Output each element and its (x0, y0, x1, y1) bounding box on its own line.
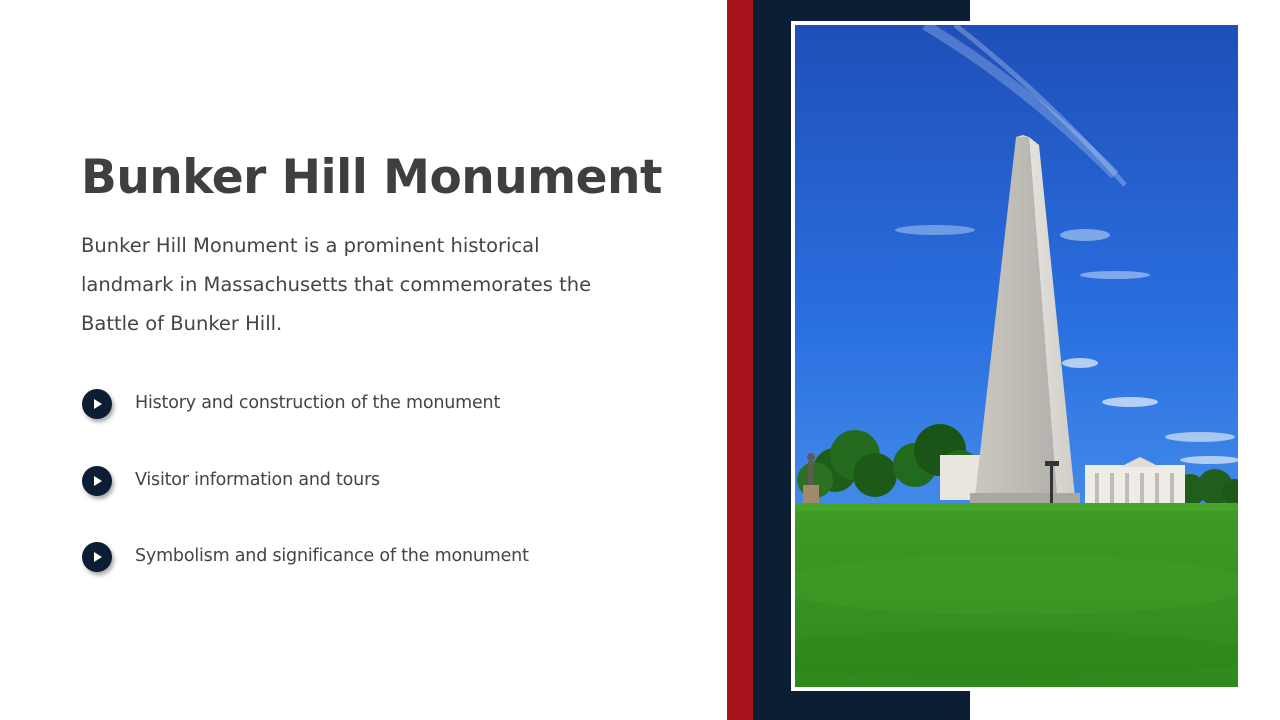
bullet-item-visitor-info (81, 461, 641, 502)
bullet-text: History and construction of the monument (135, 393, 501, 413)
slide-description: Bunker Hill Monument is a prominent historical landmark in Massachusetts that commemorates the Battle of Bunker Hill. (81, 234, 592, 335)
bullet-item-symbolism (81, 537, 641, 578)
accent-bar-red (727, 0, 753, 720)
play-circle-icon (82, 389, 112, 419)
bullet-list (81, 384, 641, 614)
bullet-text: Symbolism and significance of the monument (135, 546, 529, 566)
bullet-item-history (81, 384, 641, 425)
play-circle-icon (82, 466, 112, 496)
slide-title: Bunker Hill Monument (81, 150, 662, 205)
play-circle-icon (82, 542, 112, 572)
bullet-text: Visitor information and tours (135, 469, 380, 490)
monument-photo (795, 25, 1238, 687)
